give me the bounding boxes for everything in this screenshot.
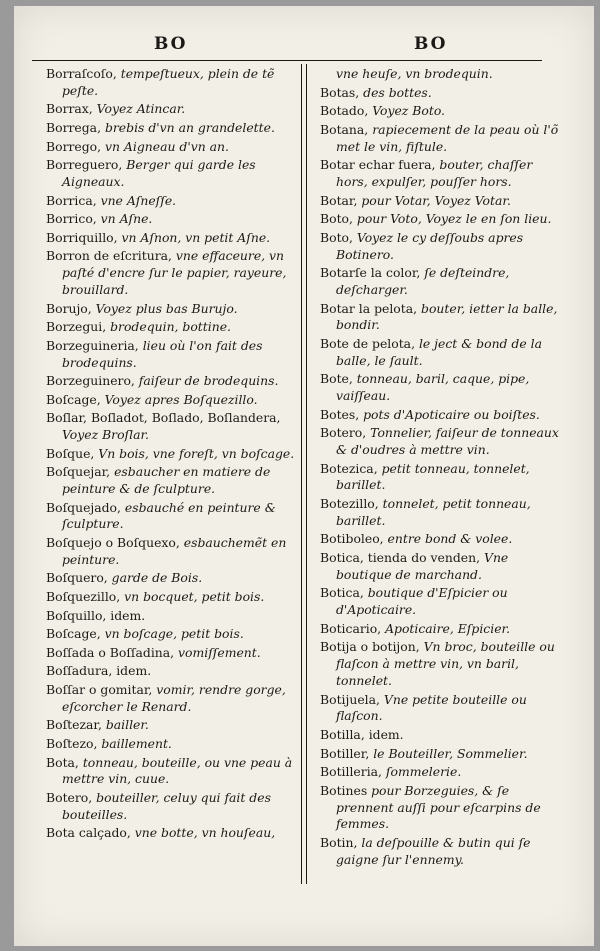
definition: brebis d'vn an grandelette. (104, 119, 275, 135)
dictionary-entry (320, 425, 565, 459)
headword: Botar, (320, 192, 362, 208)
definition: lieu où l'on fait des brodequins. (62, 337, 263, 370)
headword: Borrega, (46, 119, 105, 135)
definition: tonneau, baril, caque, pipe, vaiſſeau. (336, 371, 530, 404)
headword: Borrego, (46, 138, 106, 154)
headword: Botines (320, 782, 372, 798)
headword: Boſquejado, (46, 499, 125, 515)
definition: Voyez le cy deſſoubs apres Botinero. (336, 229, 524, 262)
definition: brodequin, bottine. (110, 319, 231, 335)
definition: baillement. (101, 736, 172, 751)
dictionary-entry (46, 101, 308, 118)
definition: faiſeur de brodequins. (138, 373, 279, 389)
definition: le Bouteiller, Sommelier. (373, 745, 528, 761)
dictionary-entry (320, 122, 565, 156)
definition: Voyez apres Boſquezillo. (104, 391, 258, 407)
dictionary-entry (46, 446, 308, 463)
definition: Voyez Atincar. (96, 101, 186, 117)
dictionary-entry (46, 645, 308, 662)
headword: Boſquezillo, (46, 589, 125, 605)
dictionary-entry (46, 120, 308, 137)
headword: Boſquejo o Boſquexo, (46, 535, 184, 551)
headword: Botero, (46, 789, 97, 805)
dictionary-entry (320, 336, 565, 370)
running-head-left: BO (154, 34, 188, 54)
dictionary-entry (46, 338, 308, 372)
dictionary-entry (320, 531, 565, 548)
right-column (320, 66, 565, 870)
dictionary-entry (320, 550, 565, 584)
definition: garde de Bois. (111, 570, 203, 586)
dictionary-entry (320, 621, 565, 638)
definition: Tonnelier, faiſeur de tonneaux & d'oudres à mettre vin. (336, 425, 559, 458)
definition: Voyez Boto. (372, 103, 445, 119)
headword: Botezillo, (320, 496, 383, 512)
dictionary-entry (320, 85, 565, 102)
dictionary-entry (46, 790, 308, 824)
headword: Boſtezar, (46, 717, 106, 733)
headword: Botiller, (320, 745, 374, 761)
definition: bouteiller, celuy qui fait des bouteilles. (62, 789, 271, 822)
dictionary-entry (320, 783, 565, 833)
definition: pour Voto, Voyez le en ſon lieu. (356, 211, 552, 227)
dictionary-entry (320, 230, 565, 264)
headword: Boſſada o Boſſadina, (46, 644, 179, 660)
dictionary-entry (320, 585, 565, 619)
definition: pots d'Apoticaire ou boiſtes. (363, 406, 540, 422)
dictionary-entry (320, 407, 565, 424)
dictionary-entry (46, 392, 308, 409)
headword: Boto, (320, 229, 357, 245)
running-head-right: BO (414, 34, 448, 54)
headword: Botar echar fuera, (320, 157, 440, 173)
dictionary-entry (46, 736, 308, 753)
dictionary-entry (46, 663, 308, 680)
dictionary-entry (46, 500, 308, 534)
definition: vn Aigneau d'vn an. (105, 138, 229, 154)
headword: Boſcage, (46, 626, 105, 642)
headword: Botezica, (320, 460, 382, 476)
headword: Borzeguinero, (46, 373, 139, 389)
dictionary-entry (46, 373, 308, 390)
dictionary-entry (46, 682, 308, 716)
headword: Boticario, (320, 620, 386, 636)
dictionary-entry (320, 746, 565, 763)
headword: Botica, tienda do venden, (320, 550, 484, 566)
dictionary-entry (320, 265, 565, 299)
definition: rapiecement de la peau où l'õ met le vin, fiſtule. (336, 121, 559, 154)
left-column (46, 66, 308, 844)
dictionary-entry (46, 755, 308, 789)
definition: Vne petite bouteille ou flaſcon. (336, 691, 527, 724)
definition: bouter, chaſſer hors, expulſer, pouſſer hors. (336, 157, 533, 189)
headword: Bota, (46, 754, 83, 770)
headword: Botarſe la color, (320, 265, 425, 281)
headword: Botiboleo, (320, 531, 388, 547)
headword: Botilla, idem. (320, 727, 404, 743)
definition: la deſpouille & butin qui ſe gaigne ſur l'ennemy. (336, 834, 531, 867)
dictionary-entry (320, 835, 565, 869)
headword: Boſtezo, (46, 736, 102, 751)
headword: Borzeguineria, (46, 337, 143, 353)
headword: Boſquillo, idem. (46, 607, 146, 623)
definition: Apoticaire, Eſpicier. (385, 620, 511, 636)
headword: Borreguero, (46, 157, 127, 173)
headword: Bote, (320, 371, 357, 387)
headword: Botijuela, (320, 691, 384, 707)
dictionary-entry (46, 211, 308, 228)
definition: esbauché en peinture & ſculpture. (62, 499, 276, 532)
dictionary-entry (46, 464, 308, 498)
dictionary-entry (46, 248, 308, 298)
dictionary-entry (46, 825, 308, 842)
headword: Borujo, (46, 300, 96, 316)
dictionary-entry (320, 764, 565, 781)
definition: vne Aſneſſe. (100, 192, 177, 208)
dictionary-entry (320, 157, 565, 191)
dictionary-entry (46, 193, 308, 210)
definition: pour Votar, Voyez Votar. (361, 192, 511, 208)
dictionary-entry (46, 410, 308, 444)
definition: pour Borzeguies, & ſe prennent auſſi pour eſcarpins de femmes. (336, 782, 541, 832)
headword: Boſque, (46, 445, 99, 461)
dictionary-entry (46, 626, 308, 643)
definition: vn bocquet, petit bois. (124, 589, 265, 605)
definition: Berger qui garde les Aigneaux. (62, 157, 256, 189)
definition: vn boſcage, petit bois. (104, 626, 244, 642)
dictionary-entry (46, 608, 308, 625)
dictionary-entry (46, 319, 308, 336)
dictionary-entry (320, 193, 565, 210)
headword: Borriquillo, (46, 229, 122, 245)
continuation-line: vne heuſe, vn brodequin. (336, 66, 493, 81)
headword: Borraſcoſo, (46, 66, 121, 81)
headword: Botica, (320, 585, 368, 601)
header-rule (32, 60, 542, 61)
dictionary-entry (320, 103, 565, 120)
headword: Botana, (320, 121, 373, 137)
dictionary-entry (46, 717, 308, 734)
definition: tonneau, bouteille, ou vne peau à mettre vin, cuue. (62, 754, 293, 787)
headword: Borrico, (46, 211, 101, 227)
headword: Boſlar, Boſladot, Boſlado, Boſlandera, (46, 410, 281, 426)
definition: bouter, ietter la balle, bondir. (336, 300, 558, 333)
dictionary-entry (320, 301, 565, 335)
dictionary-entry (46, 66, 308, 100)
definition: ſommelerie. (385, 764, 462, 780)
definition: bailler. (105, 717, 149, 733)
dictionary-entry (320, 211, 565, 228)
dictionary-entry (320, 639, 565, 689)
definition: Voyez Broſlar. (62, 427, 149, 443)
headword: Bota calçado, (46, 825, 135, 841)
dictionary-entry (46, 301, 308, 318)
headword: Borron de eſcritura, (46, 248, 176, 264)
headword: Bote de pelota, (320, 335, 419, 351)
headword: Botes, (320, 406, 364, 422)
definition: Voyez plus bas Burujo. (95, 300, 238, 316)
dictionary-entry (46, 139, 308, 156)
definition: vn Aſne. (100, 211, 153, 227)
headword: Boſſadura, idem. (46, 663, 152, 679)
headword: Botin, (320, 834, 362, 850)
definition: tempeſtueux, plein de tẽ peſte. (62, 66, 275, 98)
definition: vomiſſement. (178, 644, 261, 660)
dictionary-entry (46, 230, 308, 247)
headword: Boto, (320, 211, 357, 227)
definition: esbauchemẽt en peinture. (62, 535, 287, 567)
definition: ſe deſteindre, deſcharger. (336, 265, 510, 297)
definition: tonnelet, petit tonneau, barillet. (336, 496, 531, 528)
definition: vomir, rendre gorge, eſcorcher le Renard. (62, 682, 286, 714)
definition: boutique d'Eſpicier ou d'Apoticaire. (336, 585, 508, 618)
dictionary-entry (320, 692, 565, 726)
headword: Borrica, (46, 192, 101, 208)
headword: Botilleria, (320, 764, 386, 780)
definition: Vne boutique de marchand. (336, 550, 509, 582)
definition: vne botte, vn houſeau, (134, 825, 276, 841)
headword: Boſquejar, (46, 464, 115, 480)
headword: Botas, (320, 84, 364, 100)
definition: entre bond & volee. (387, 531, 513, 547)
definition: le ject & bond de la balle, le ſault. (336, 335, 542, 368)
dictionary-page (14, 6, 594, 946)
headword: Boſſar o gomitar, (46, 682, 157, 698)
definition: vne effaceure, vn paſté d'encre ſur le papier, rayeure, brouillard. (62, 248, 287, 297)
dictionary-entry (46, 570, 308, 587)
headword: Boſcage, (46, 391, 105, 407)
dictionary-entry (320, 496, 565, 530)
dictionary-entry (320, 371, 565, 405)
definition: esbaucher en matiere de peinture & de ſculpture. (62, 464, 271, 497)
headword: Borrax, (46, 101, 97, 117)
definition: vn Aſnon, vn petit Aſne. (121, 229, 271, 245)
dictionary-entry (320, 461, 565, 495)
headword: Boſquero, (46, 570, 112, 586)
definition: des bottes. (363, 84, 432, 100)
dictionary-entry (46, 589, 308, 606)
headword: Botero, (320, 425, 371, 441)
dictionary-entry (46, 535, 308, 569)
dictionary-entry (46, 157, 308, 191)
headword: Botija o botijon, (320, 639, 424, 655)
dictionary-entry (320, 727, 565, 744)
headword: Botado, (320, 103, 373, 119)
definition: Vn bois, vne foreſt, vn boſcage. (98, 445, 295, 461)
headword: Botar la pelota, (320, 300, 422, 316)
definition: petit tonneau, tonnelet, barillet. (336, 460, 530, 493)
definition: Vn broc, bouteille ou flaſcon à mettre vin, vn baril, tonnelet. (336, 639, 555, 689)
headword: Borzegui, (46, 319, 111, 335)
